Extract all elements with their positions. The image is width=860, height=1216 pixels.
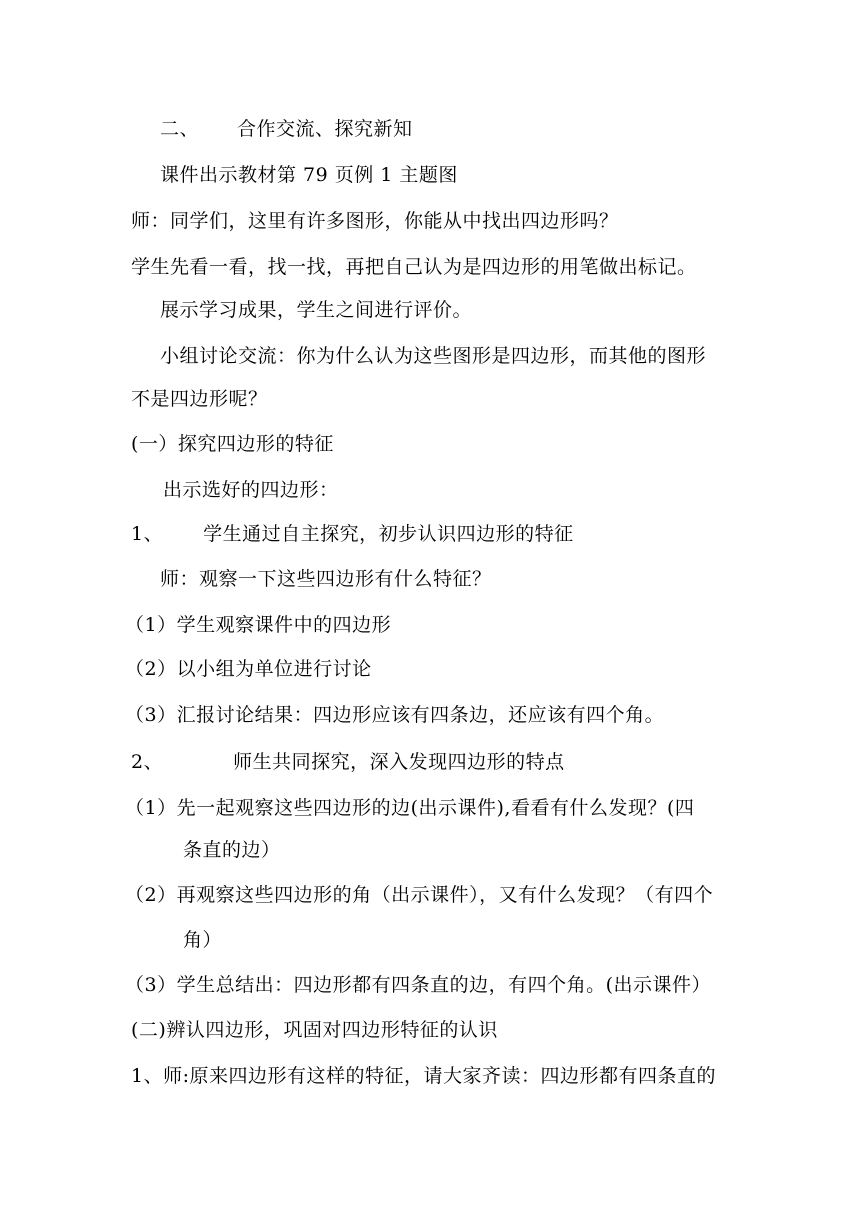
paragraph-line: 师：同学们，这里有许多图形，你能从中找出四边形吗？ (131, 210, 619, 232)
item-number: 1、 (131, 523, 164, 545)
paragraph-line: 小组讨论交流：你为什么认为这些图形是四边形，而其他的图形 (160, 345, 707, 367)
subsection-heading: (二)辨认四边形，巩固对四边形特征的认识 (131, 1019, 498, 1041)
paragraph-line: 不是四边形呢？ (131, 388, 268, 410)
paragraph-line: 学生先看一看，找一找，再把自己认为是四边形的用笔做出标记。 (131, 256, 697, 278)
list-item: （3）学生总结出：四边形都有四条直的边，有四个角。(出示课件） (125, 974, 712, 996)
numbered-item (131, 750, 565, 774)
list-item: （3）汇报讨论结果：四边形应该有四条边，还应该有四个角。 (125, 704, 665, 726)
subsection-heading: (一）探究四边形的特征 (131, 433, 334, 455)
item-text: 师生共同探究，深入发现四边形的特点 (233, 751, 565, 773)
list-item: （1）先一起观察这些四边形的边(出示课件),看看有什么发现？(四 (125, 797, 695, 819)
section-number: 二、 (160, 118, 200, 140)
section-title: 合作交流、探究新知 (237, 118, 413, 140)
paragraph-line: 师：观察一下这些四边形有什么特征？ (160, 568, 492, 590)
list-item: （2）以小组为单位进行讨论 (125, 658, 372, 680)
paragraph-line: 出示选好的四边形： (163, 479, 339, 501)
numbered-item (131, 522, 574, 546)
list-item-continuation: 角） (183, 929, 223, 951)
paragraph-line: 课件出示教材第 79 页例 1 主题图 (160, 164, 458, 186)
list-item: （2）再观察这些四边形的角（出示课件），又有什么发现？（有四个 (125, 884, 714, 906)
section-heading (160, 117, 413, 141)
item-text: 学生通过自主探究，初步认识四边形的特征 (203, 523, 574, 545)
paragraph-line: 1、师:原来四边形有这样的特征，请大家齐读：四边形都有四条直的 (131, 1065, 716, 1087)
list-item-continuation: 条直的边） (183, 839, 281, 861)
item-number: 2、 (131, 751, 164, 773)
paragraph-line: 展示学习成果，学生之间进行评价。 (160, 299, 473, 321)
list-item: （1）学生观察课件中的四边形 (125, 614, 392, 636)
